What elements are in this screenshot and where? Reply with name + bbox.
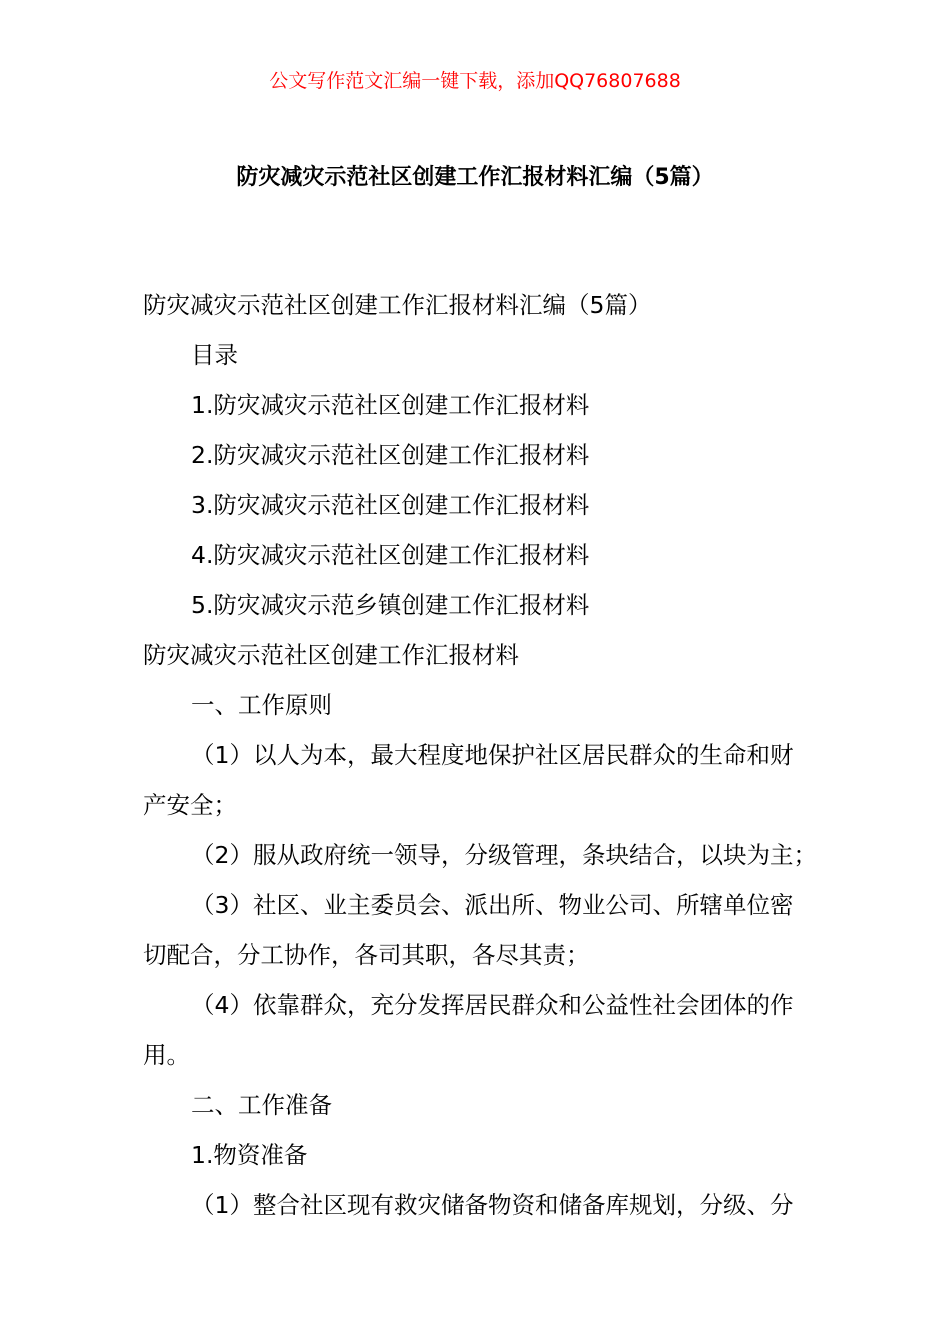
paragraph-line: 用。 — [143, 1041, 190, 1069]
paragraph-line: （1）以人为本，最大程度地保护社区居民群众的生命和财 — [191, 741, 794, 769]
heading-work-principles: 一、工作原则 — [191, 691, 332, 719]
document-body — [143, 280, 833, 1230]
download-notice: 公文写作范文汇编一键下载，添加QQ76807688 — [269, 70, 681, 92]
subtitle-line: 防灾减灾示范社区创建工作汇报材料汇编（5篇） — [143, 291, 652, 319]
toc-item-1: 1.防灾减灾示范社区创建工作汇报材料 — [191, 391, 590, 419]
section-title: 防灾减灾示范社区创建工作汇报材料 — [143, 641, 519, 669]
paragraph-line: （2）服从政府统一领导，分级管理，条块结合，以块为主； — [191, 841, 817, 869]
paragraph-line: （4）依靠群众，充分发挥居民群众和公益性社会团体的作 — [191, 991, 794, 1019]
paragraph-line: （1）整合社区现有救灾储备物资和储备库规划，分级、分 — [191, 1191, 794, 1219]
toc-heading: 目录 — [191, 341, 238, 369]
heading-work-preparation: 二、工作准备 — [191, 1091, 332, 1119]
toc-item-4: 4.防灾减灾示范社区创建工作汇报材料 — [191, 541, 590, 569]
toc-item-2: 2.防灾减灾示范社区创建工作汇报材料 — [191, 441, 590, 469]
toc-item-5: 5.防灾减灾示范乡镇创建工作汇报材料 — [191, 591, 590, 619]
toc-item-3: 3.防灾减灾示范社区创建工作汇报材料 — [191, 491, 590, 519]
document-title: 防灾减灾示范社区创建工作汇报材料汇编（5篇） — [236, 165, 714, 190]
subheading-materials: 1.物资准备 — [191, 1141, 308, 1169]
paragraph-line: 切配合，分工协作，各司其职，各尽其责； — [143, 941, 590, 969]
paragraph-line: （3）社区、业主委员会、派出所、物业公司、所辖单位密 — [191, 891, 794, 919]
paragraph-line: 产安全； — [143, 791, 237, 819]
